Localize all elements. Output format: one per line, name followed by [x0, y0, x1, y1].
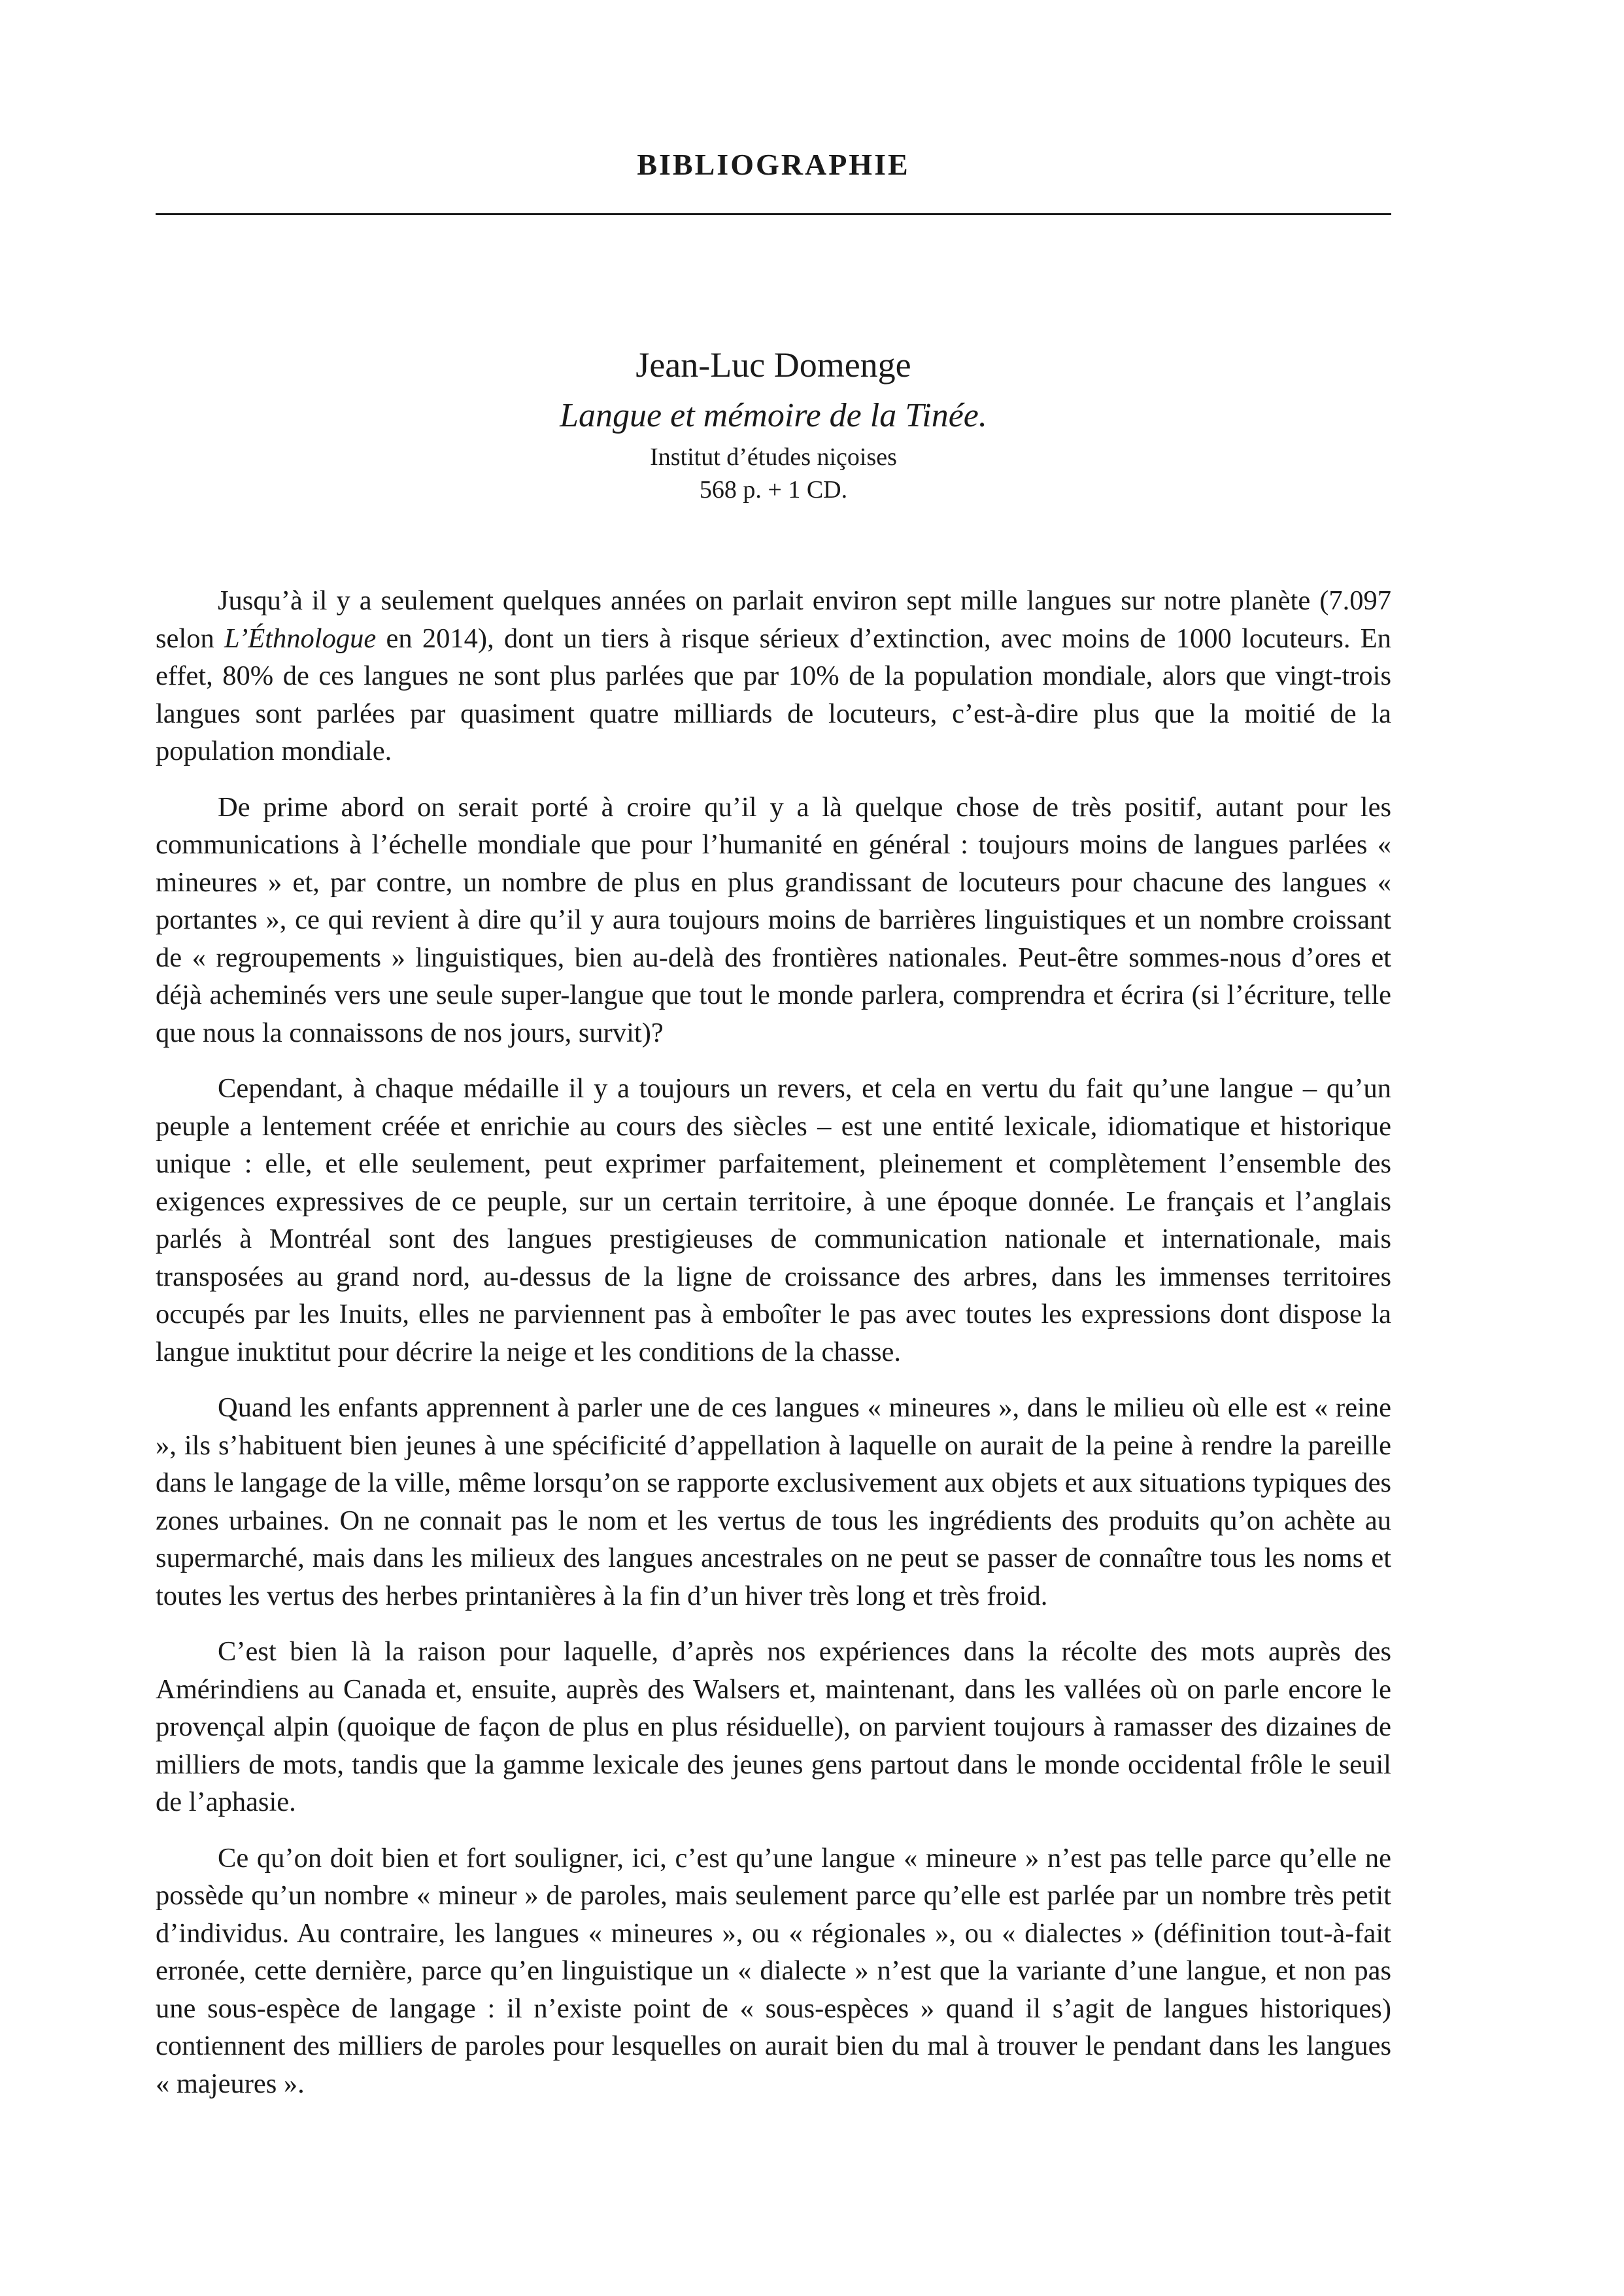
header-divider — [156, 213, 1391, 215]
paragraph-1 — [156, 582, 1391, 770]
paragraph-2: De prime abord on serait porté à croire qu’il y a là quelque chose de très positif, autant pour les communications à l’échelle mondiale que pour l’humanité en général : toujours moins de langues parlées « mineures » et, par contre, un nombre de plus en plus grandissant de locuteurs pour chacune des langues « portantes », ce qui revient à dire qu’il y aura toujours moins de barrières linguistiques et un nombre croissant de « regroupements » linguistiques, bien au-delà des frontières nationales. Peut-être sommes-nous d’ores et déjà acheminés vers une seule super-langue que tout le monde parlera, comprendra et écrira (si l’écriture, telle que nous la connaissons de nos jours, survit)? — [156, 791, 1391, 1048]
ethnologue-citation: L’Éthnologue — [224, 623, 377, 654]
paragraph-5: C’est bien là la raison pour laquelle, d’après nos expériences dans la récolte des mots auprès des Amérindiens au Canada et, ensuite, auprès des Walsers et, maintenant, dans les vallées où on parle encore le provençal alpin (quoique de façon de plus en plus résiduelle), on parvient toujours à ramasser des dizaines de milliers de mots, tandis que la gamme lexicale des jeunes gens partout dans le monde occidental frôle le seuil de l’aphasie. — [156, 1636, 1391, 1817]
paragraph-6: Ce qu’on doit bien et fort souligner, ici, c’est qu’une langue « mineure » n’est pas telle parce qu’elle ne possède qu’un nombre « mineur » de paroles, mais seulement parce qu’elle est parlée par un nombre très petit d’individus. Au contraire, les langues « mineures », ou « régionales », ou « dialectes » (définition tout-à-fait erronée, cette dernière, parce qu’en linguistique un « dialecte » n’est que la variante d’une langue, et non pas une sous-espèce de langage : il n’existe point de « sous-espèces » quand il s’agit de langues historiques) contiennent des milliers de paroles pour lesquelles on aurait bien du mal à trouver le pendant dans les langues « majeures ». — [156, 1842, 1391, 2099]
review-body — [156, 582, 1391, 2121]
book-author: Jean-Luc Domenge — [635, 345, 911, 385]
paragraph-4: Quand les enfants apprennent à parler une de ces langues « mineures », dans le milieu où elle est « reine », ils s’habituent bien jeunes à une spécificité d’appellation à laquelle on aurait de la peine à rendre la pareille dans le langage de la ville, même lorsqu’on se rapporte exclusivement aux objets et aux situations typiques des zones urbaines. On ne connait pas le nom et les vertus de tous les ingrédients des produits qu’on achète au supermarché, mais dans les milieux des langues ancestrales on ne peut se passer de connaître tous les noms et toutes les vertus des herbes printanières à la fin d’un hiver très long et très froid. — [156, 1392, 1391, 1611]
paragraph-1-text-a: Jusqu’à il y a seulement quelques années on parlait environ sept mille langues sur notre planète (7.097 selon — [156, 585, 1391, 654]
book-pages: 568 p. + 1 CD. — [699, 476, 848, 504]
paragraph-3: Cependant, à chaque médaille il y a toujours un revers, et cela en vertu du fait qu’une langue – qu’un peuple a lentement créée et enrichie au cours des siècles – est une entité lexicale, idiomatique et historique unique : elle, et elle seulement, peut exprimer parfaitement, pleinement et complètement l’ensemble des exigences expressives de ce peuple, sur un certain territoire, à une époque donnée. Le français et l’anglais parlés à Montréal sont des langues prestigieuses de communication nationale et internationale, mais transposées au grand nord, au-dessus de la ligne de croissance des arbres, dans les immenses territoires occupés par les Inuits, elles ne parviennent pas à emboîter le pas avec toutes les expressions dont dispose la langue inuktitut pour décrire la neige et les conditions de la chasse. — [156, 1073, 1391, 1367]
section-header: BIBLIOGRAPHIE — [637, 148, 910, 181]
document-page — [156, 0, 1391, 2296]
paragraph-1-text-b: en 2014), dont un tiers à risque sérieux d’extinction, avec moins de 1000 locuteurs. En effet, 80% de ces langues ne sont plus parlées que par 10% de la population mondiale, alors que vingt-trois langues sont parlées par quasiment quatre milliards de locuteurs, c’est-à-dire plus que la moitié de la population mondiale. — [156, 623, 1391, 766]
book-reference — [156, 339, 1391, 506]
book-publisher: Institut d’études niçoises — [650, 443, 897, 471]
book-title: Langue et mémoire de la Tinée. — [560, 397, 987, 434]
